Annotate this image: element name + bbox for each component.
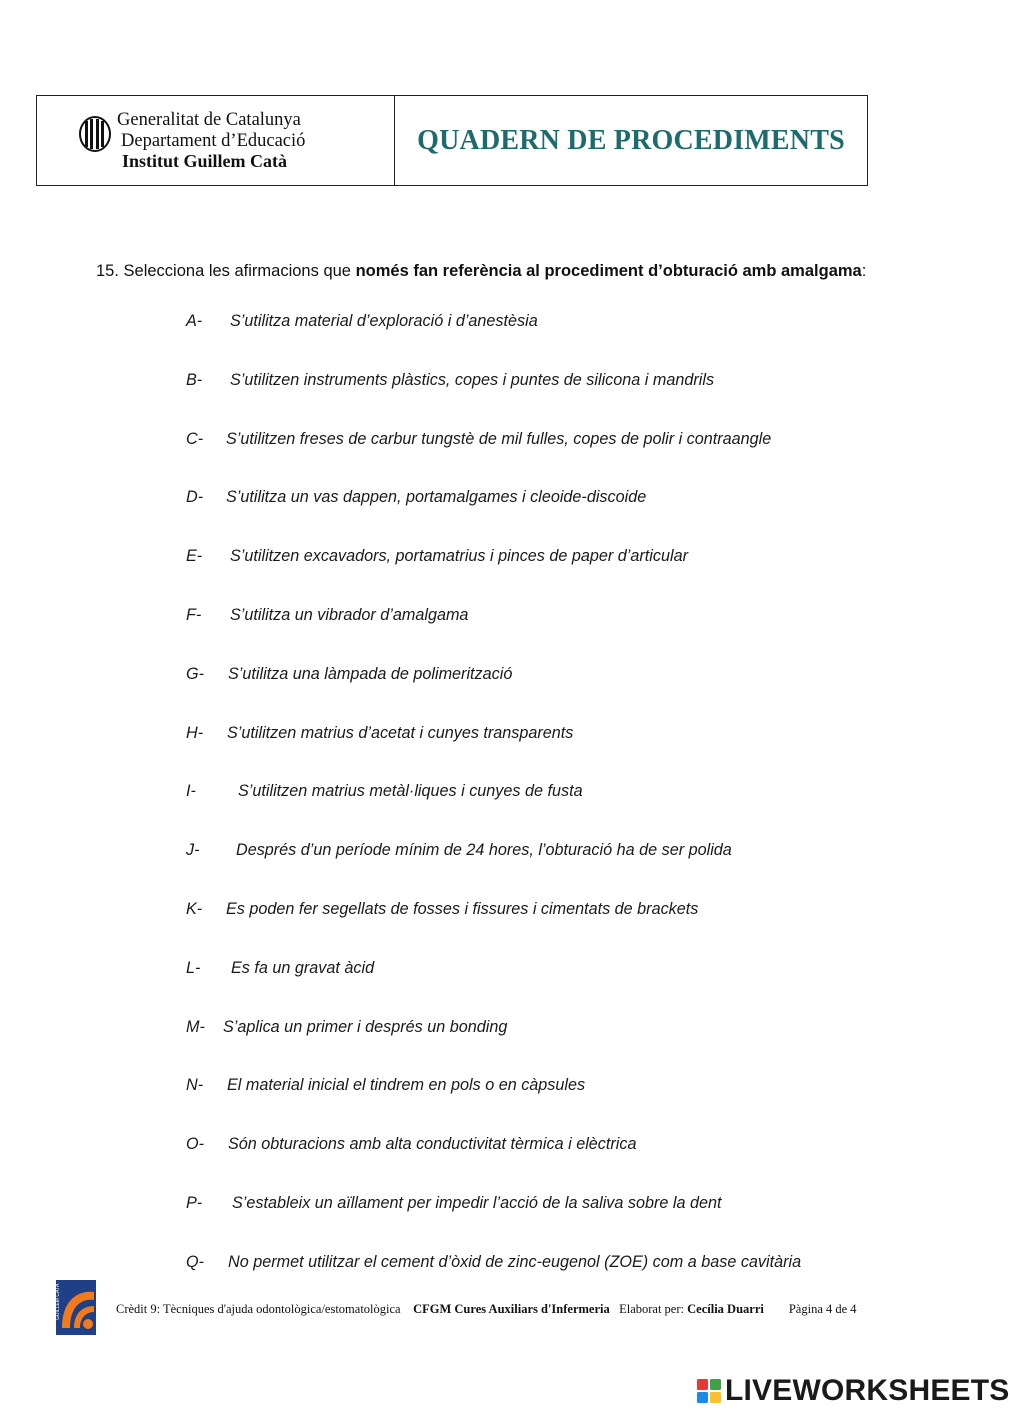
option-text: S’utilitzen excavadors, portamatrius i pinces de paper d’articular — [230, 547, 688, 566]
option-i[interactable] — [186, 782, 801, 841]
option-text: S’utilitzen instruments plàstics, copes i puntes de silicona i mandrils — [230, 370, 715, 389]
title-block — [395, 96, 867, 185]
option-letter: E- — [186, 547, 203, 566]
option-letter: F- — [186, 605, 202, 624]
footer-page: Pàgina 4 de 4 — [788, 1302, 857, 1316]
option-text: S’utilitza material d’exploració i d’anestèsia — [230, 312, 538, 330]
option-text: S’utilitza una làmpada de polimerització — [228, 664, 513, 683]
options-list — [186, 312, 801, 1312]
option-text: S’utilitza un vibrador d’amalgama — [230, 605, 469, 624]
footer-author: Cecília Duarri — [687, 1302, 764, 1316]
org-line-2: Departament d’Educació — [121, 131, 306, 151]
option-letter: C- — [186, 429, 204, 448]
option-letter: H- — [186, 723, 204, 742]
option-letter: N- — [186, 1076, 204, 1095]
org-line-1: Generalitat de Catalunya — [117, 110, 301, 130]
option-a[interactable] — [186, 312, 801, 371]
generalitat-crest-icon — [79, 116, 111, 152]
option-letter: D- — [186, 488, 204, 507]
option-letter: J- — [186, 841, 200, 860]
option-text: El material inicial el tindrem en pols o en càpsules — [227, 1076, 586, 1095]
option-g[interactable] — [186, 665, 801, 724]
org-line-3: Institut Guillem Catà — [122, 151, 288, 171]
option-letter: I- — [186, 782, 196, 801]
institution-block — [37, 96, 395, 185]
option-d[interactable] — [186, 488, 801, 547]
option-h[interactable] — [186, 724, 801, 783]
logo-text: GUILLEM CATÀ — [55, 1283, 61, 1320]
question-suffix: : — [861, 262, 867, 280]
liveworksheets-logo-icon — [697, 1379, 721, 1403]
option-k[interactable] — [186, 900, 801, 959]
option-letter: Q- — [186, 1252, 204, 1271]
document-footer — [56, 1280, 916, 1336]
option-p[interactable] — [186, 1194, 801, 1253]
option-f[interactable] — [186, 606, 801, 665]
option-text: Es poden fer segellats de fosses i fissures i cimentats de brackets — [226, 899, 699, 918]
option-letter: K- — [186, 899, 203, 918]
option-c[interactable] — [186, 430, 801, 489]
option-m[interactable] — [186, 1018, 801, 1077]
option-b[interactable] — [186, 371, 801, 430]
option-letter: A- — [186, 312, 203, 330]
liveworksheets-brand: LIVEWORKSHEETS — [725, 1374, 1010, 1407]
option-text: S’estableix un aïllament per impedir l’acció de la saliva sobre la dent — [232, 1193, 722, 1212]
option-text: S’utilitzen freses de carbur tungstè de mil fulles, copes de polir i contraangle — [226, 429, 772, 448]
liveworksheets-watermark — [697, 1376, 1010, 1406]
option-text: Es fa un gravat àcid — [231, 958, 375, 977]
institut-logo-icon — [56, 1280, 96, 1335]
option-j[interactable] — [186, 841, 801, 900]
option-n[interactable] — [186, 1076, 801, 1135]
question-bold: només fan referència al procediment d’obturació amb amalgama — [355, 262, 862, 280]
footer-author-label: Elaborat per: — [619, 1302, 684, 1316]
option-e[interactable] — [186, 547, 801, 606]
option-letter: B- — [186, 370, 203, 389]
option-letter: P- — [186, 1193, 203, 1212]
option-l[interactable] — [186, 959, 801, 1018]
option-o[interactable] — [186, 1135, 801, 1194]
option-letter: O- — [186, 1135, 204, 1154]
option-letter: L- — [186, 958, 201, 977]
option-text: S’utilitzen matrius metàl·liques i cunyes de fusta — [238, 782, 583, 801]
footer-text — [116, 1302, 857, 1317]
option-text: No permet utilitzar el cement d’òxid de zinc-eugenol (ZOE) com a base cavitària — [228, 1252, 802, 1271]
option-text: Després d’un període mínim de 24 hores, l’obturació ha de ser polida — [236, 841, 732, 860]
question-text — [96, 262, 866, 281]
document-header — [36, 95, 868, 186]
question-prefix: 15. Selecciona les afirmacions que — [96, 262, 356, 280]
option-text: S’utilitzen matrius d’acetat i cunyes transparents — [227, 723, 574, 742]
option-letter: G- — [186, 664, 204, 683]
footer-credit: Crèdit 9: Tècniques d'ajuda odontològica/estomatològica — [116, 1302, 401, 1316]
footer-course: CFGM Cures Auxiliars d'Infermeria — [413, 1302, 610, 1316]
option-letter: M- — [186, 1017, 205, 1036]
document-title: QUADERN DE PROCEDIMENTS — [417, 124, 845, 156]
option-text: S’aplica un primer i després un bonding — [223, 1017, 508, 1036]
option-text: S’utilitza un vas dappen, portamalgames i cleoide-discoide — [226, 488, 647, 507]
option-text: Són obturacions amb alta conductivitat tèrmica i elèctrica — [228, 1135, 637, 1154]
